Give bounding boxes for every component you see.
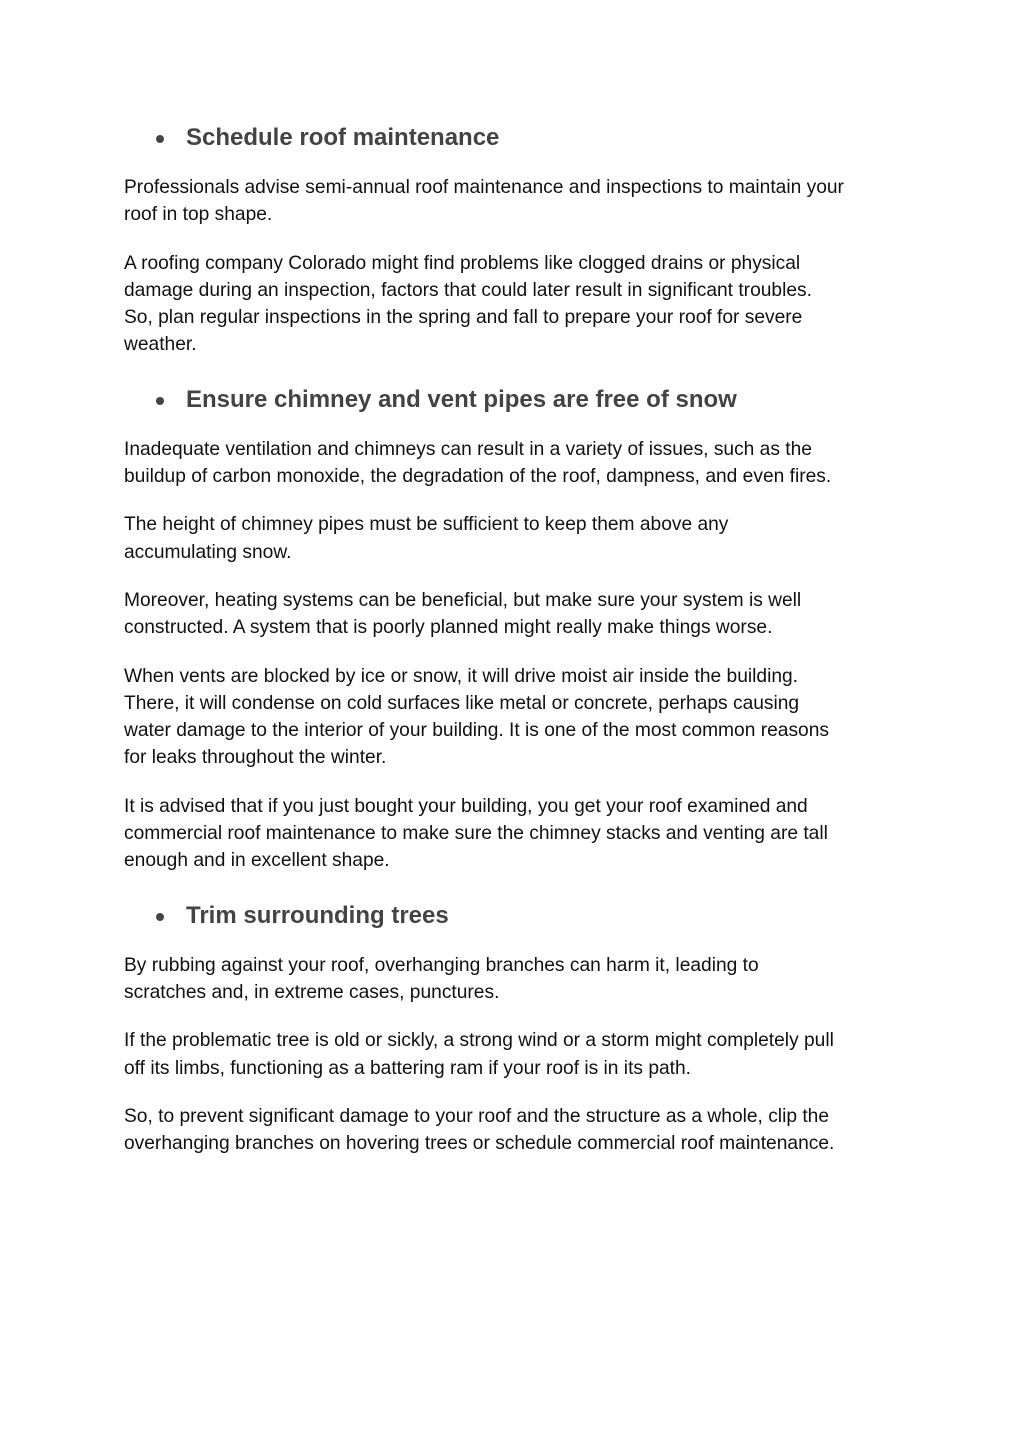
paragraph: If the problematic tree is old or sickly, a strong wind or a storm might completely pull off its limbs, functioning as a battering ram if your roof is in its path. [124,1030,834,1079]
document-content [124,118,914,1178]
section-heading [124,380,914,420]
paragraph: A roofing company Colorado might find problems like clogged drains or physical damage during an inspection, factors that could later result in significant troubles. So, plan regular inspections in the spring and fall to prepare your roof for severe weather. [124,252,812,356]
section-schedule-roof-maintenance [124,118,914,359]
paragraph: Inadequate ventilation and chimneys can result in a variety of issues, such as the buildup of carbon monoxide, the degradation of the roof, dampness, and even fires. [124,438,832,488]
paragraph: The height of chimney pipes must be sufficient to keep them above any accumulating snow. [124,514,729,563]
section-body [124,174,914,359]
section-body [124,952,914,1158]
heading-text: Schedule roof maintenance [186,124,500,151]
section-heading [124,896,914,936]
section-chimney-vent-pipes [124,380,914,875]
paragraph: It is advised that if you just bought your building, you get your roof examined and commercial roof maintenance to make sure the chimney stacks and venting are tall enough and in excellent shape. [124,795,828,872]
section-heading [124,118,914,158]
bullet-dot-icon [156,135,164,143]
paragraph: When vents are blocked by ice or snow, it will drive moist air inside the building. There, it will condense on cold surfaces like metal or concrete, perhaps causing water damage to the interior of your building. It is one of the most common reasons for leaks throughout the winter. [124,665,829,769]
bullet-dot-icon [156,397,164,405]
section-body [124,436,914,875]
heading-text: Ensure chimney and vent pipes are free of snow [186,385,737,413]
paragraph: Moreover, heating systems can be beneficial, but make sure your system is well constructed. A system that is poorly planned might really make things worse. [124,589,802,639]
paragraph: By rubbing against your roof, overhanging branches can harm it, leading to scratches and, in extreme cases, punctures. [124,954,759,1003]
paragraph: So, to prevent significant damage to your roof and the structure as a whole, clip the overhanging branches on hovering trees or schedule commercial roof maintenance. [124,1105,835,1155]
heading-text: Trim surrounding trees [186,901,449,929]
paragraph: Professionals advise semi-annual roof maintenance and inspections to maintain your roof in top shape. [124,177,844,226]
section-trim-surrounding-trees [124,896,914,1158]
bullet-dot-icon [156,913,164,921]
